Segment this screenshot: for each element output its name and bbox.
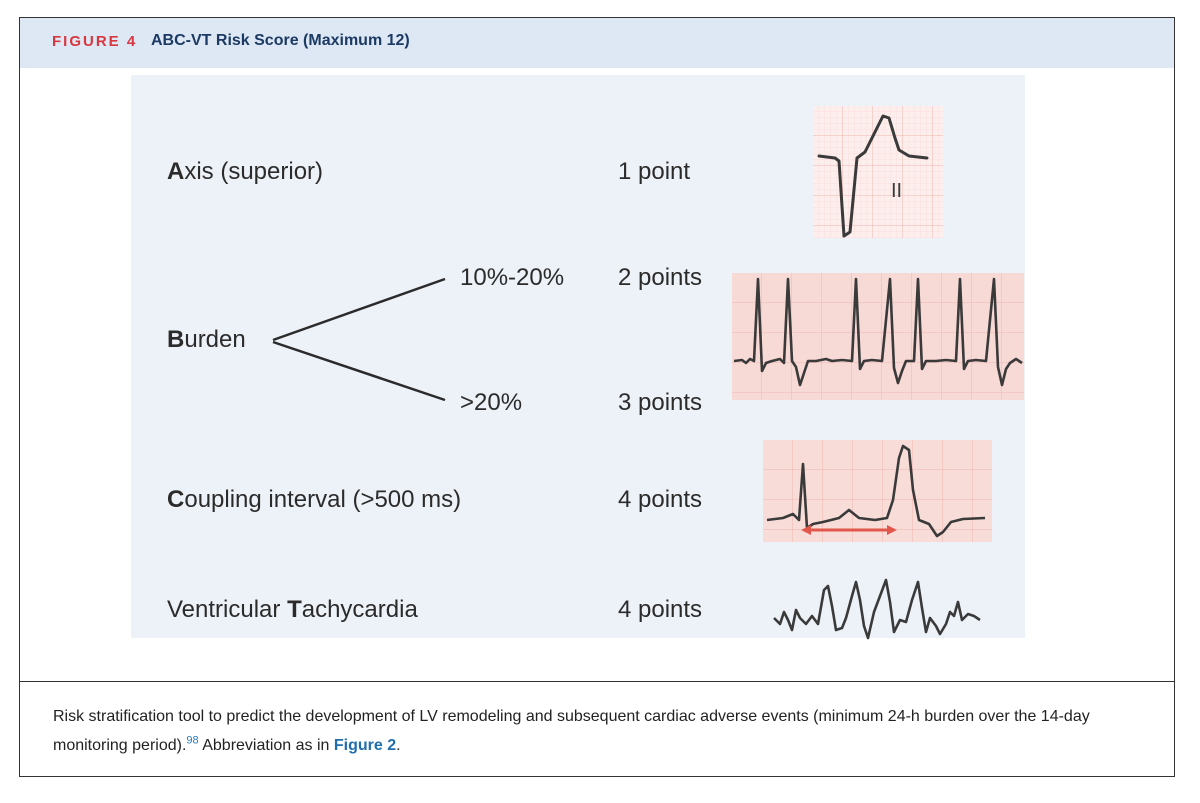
lead-ii-label: II bbox=[891, 180, 903, 202]
coupling-points: 4 points bbox=[618, 486, 703, 513]
burden-branch-lines bbox=[270, 270, 455, 410]
ecg-ventricular-tachycardia bbox=[770, 572, 985, 644]
burden-low-label: 10%-20% bbox=[460, 264, 565, 291]
burden-label: Burden bbox=[167, 326, 246, 353]
burden-low-points: 2 points bbox=[618, 264, 703, 291]
axis-points: 1 point bbox=[618, 158, 691, 185]
ecg-burden-strip bbox=[732, 273, 1024, 400]
reference-98: 98 bbox=[186, 734, 199, 747]
axis-label: Axis (superior) bbox=[167, 158, 324, 185]
figure-number: FIGURE 4 bbox=[52, 33, 138, 50]
vt-points: 4 points bbox=[618, 596, 703, 623]
burden-high-label: >20% bbox=[460, 389, 523, 416]
ecg-coupling-interval bbox=[763, 440, 992, 542]
figure-header bbox=[20, 18, 1174, 68]
caption-divider bbox=[19, 681, 1175, 682]
coupling-label: Coupling interval (>500 ms) bbox=[167, 486, 462, 513]
figure-title: ABC-VT Risk Score (Maximum 12) bbox=[151, 32, 410, 49]
figure-caption: Risk stratification tool to predict the development of LV remodeling and subsequent cardiac adverse events (minimum 24-h burden over the 14-day monitoring period).$^{98}$ Abbreviation as in Figure 2. bbox=[53, 708, 1090, 754]
figure-2-link[interactable]: Figure 2 bbox=[333, 737, 397, 754]
burden-high-points: 3 points bbox=[618, 389, 703, 416]
ecg-axis-lead-ii bbox=[813, 106, 943, 238]
vt-label: Ventricular Tachycardia bbox=[167, 596, 418, 623]
